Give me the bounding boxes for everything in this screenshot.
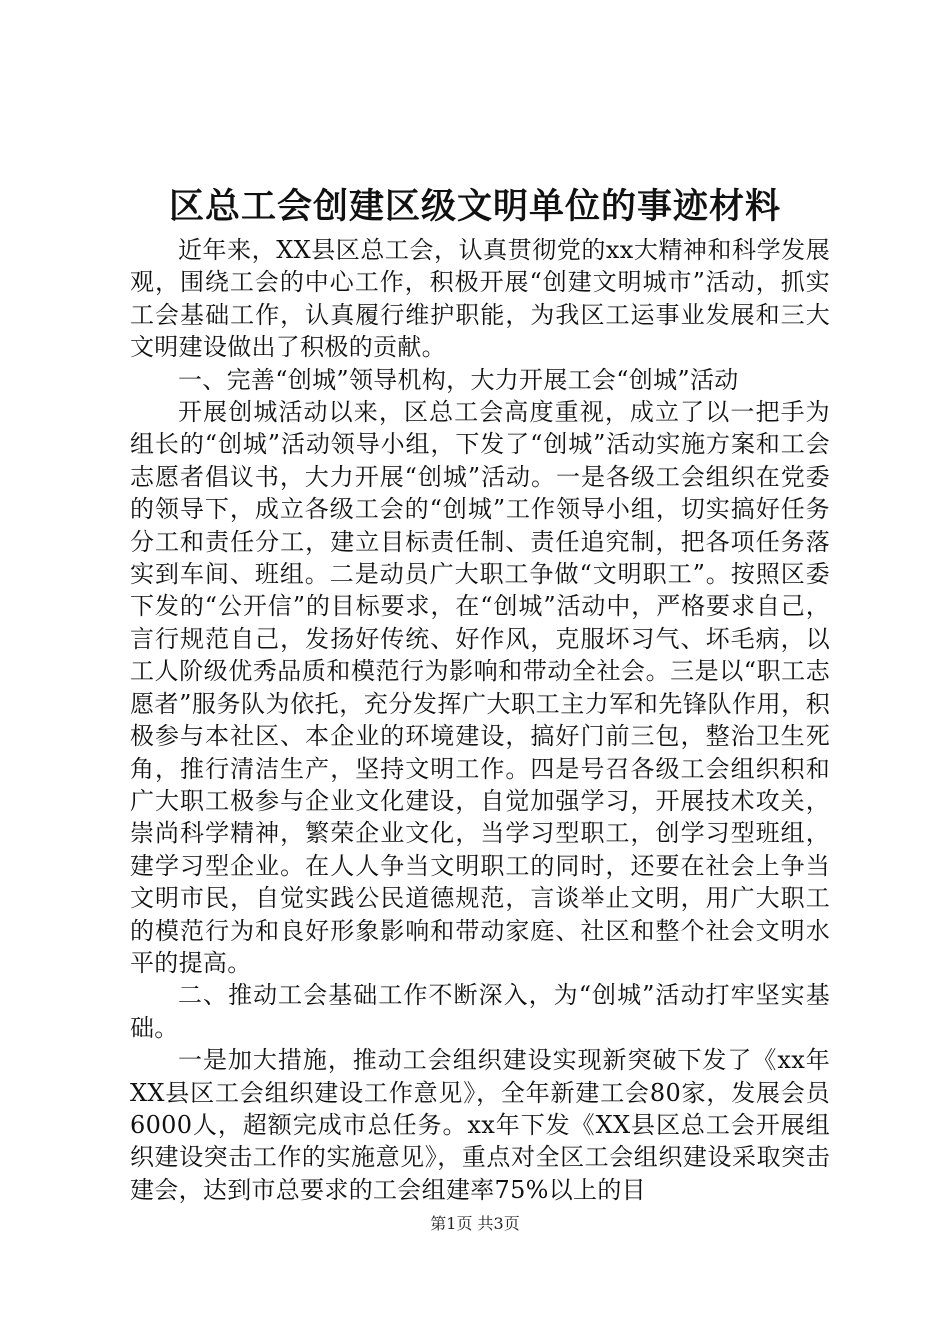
page-number-footer: 第1页 共3页 bbox=[430, 1214, 520, 1233]
section-heading-1: 一、完善“创城”领导机构，大力开展工会“创城”活动 bbox=[178, 365, 739, 394]
paragraph-section-1: 开展创城活动以来，区总工会高度重视，成立了以一把手为组长的“创城”活动领导小组，下发了“创城”活动实施方案和工会志愿者倡议书，大力开展“创城”活动。一是各级工会组织在党委的领导下，成立各级工会的“创城”工作领导小组，切实搞好任务分工和责任分工，建立目标责任制、责任追究制，把各项任务落实到车间、班组。二是动员广大职工争做“文明职工”。按照区委下发的“公开信”的目标要求，在“创城”活动中，严格要求自己，言行规范自己，发扬好传统、好作风，克服坏习气、坏毛病，以工人阶级优秀品质和模范行为影响和带动全社会。三是以“职工志愿者”服务队为依托，充分发挥广大职工主力军和先锋队作用，积极参与本社区、本企业的环境建设，搞好门前三包，整治卫生死角，推行清洁生产，坚持文明工作。四是号召各级工会组织积和广大职工极参与企业文化建设，自觉加强学习，开展技术攻关，崇尚科学精神，繁荣企业文化，当学习型职工，创学习型班组，建学习型企业。在人人争当文明职工的同时，还要在社会上争当文明市民，自觉实践公民道德规范，言谈举止文明，用广大职工的模范行为和良好形象影响和带动家庭、社区和整个社会文明水平的提高。 bbox=[130, 398, 830, 977]
document-body bbox=[130, 234, 830, 1206]
document-title: 区总工会创建区级文明单位的事迹材料 bbox=[168, 186, 781, 227]
paragraph-section-2: 一是加大措施，推动工会组织建设实现新突破下发了《xx年XX县区工会组织建设工作意见》，全年新建工会80家，发展会员6000人，超额完成市总任务。xx年下发《XX县区总工会开展组织建设突击工作的实施意见》，重点对全区工会组织建设采取突击建会，达到市总要求的工会组建率75%以上的目 bbox=[130, 1046, 830, 1204]
section-heading-2: 二、推动工会基础工作不断深入，为“创城”活动打牢坚实基础。 bbox=[130, 981, 830, 1042]
paragraph-intro: 近年来，XX县区总工会，认真贯彻党的xx大精神和科学发展观，围绕工会的中心工作，积极开展“创建文明城市”活动，抓实工会基础工作，认真履行维护职能，为我区工运事业发展和三大文明建设做出了积极的贡献。 bbox=[130, 236, 830, 362]
